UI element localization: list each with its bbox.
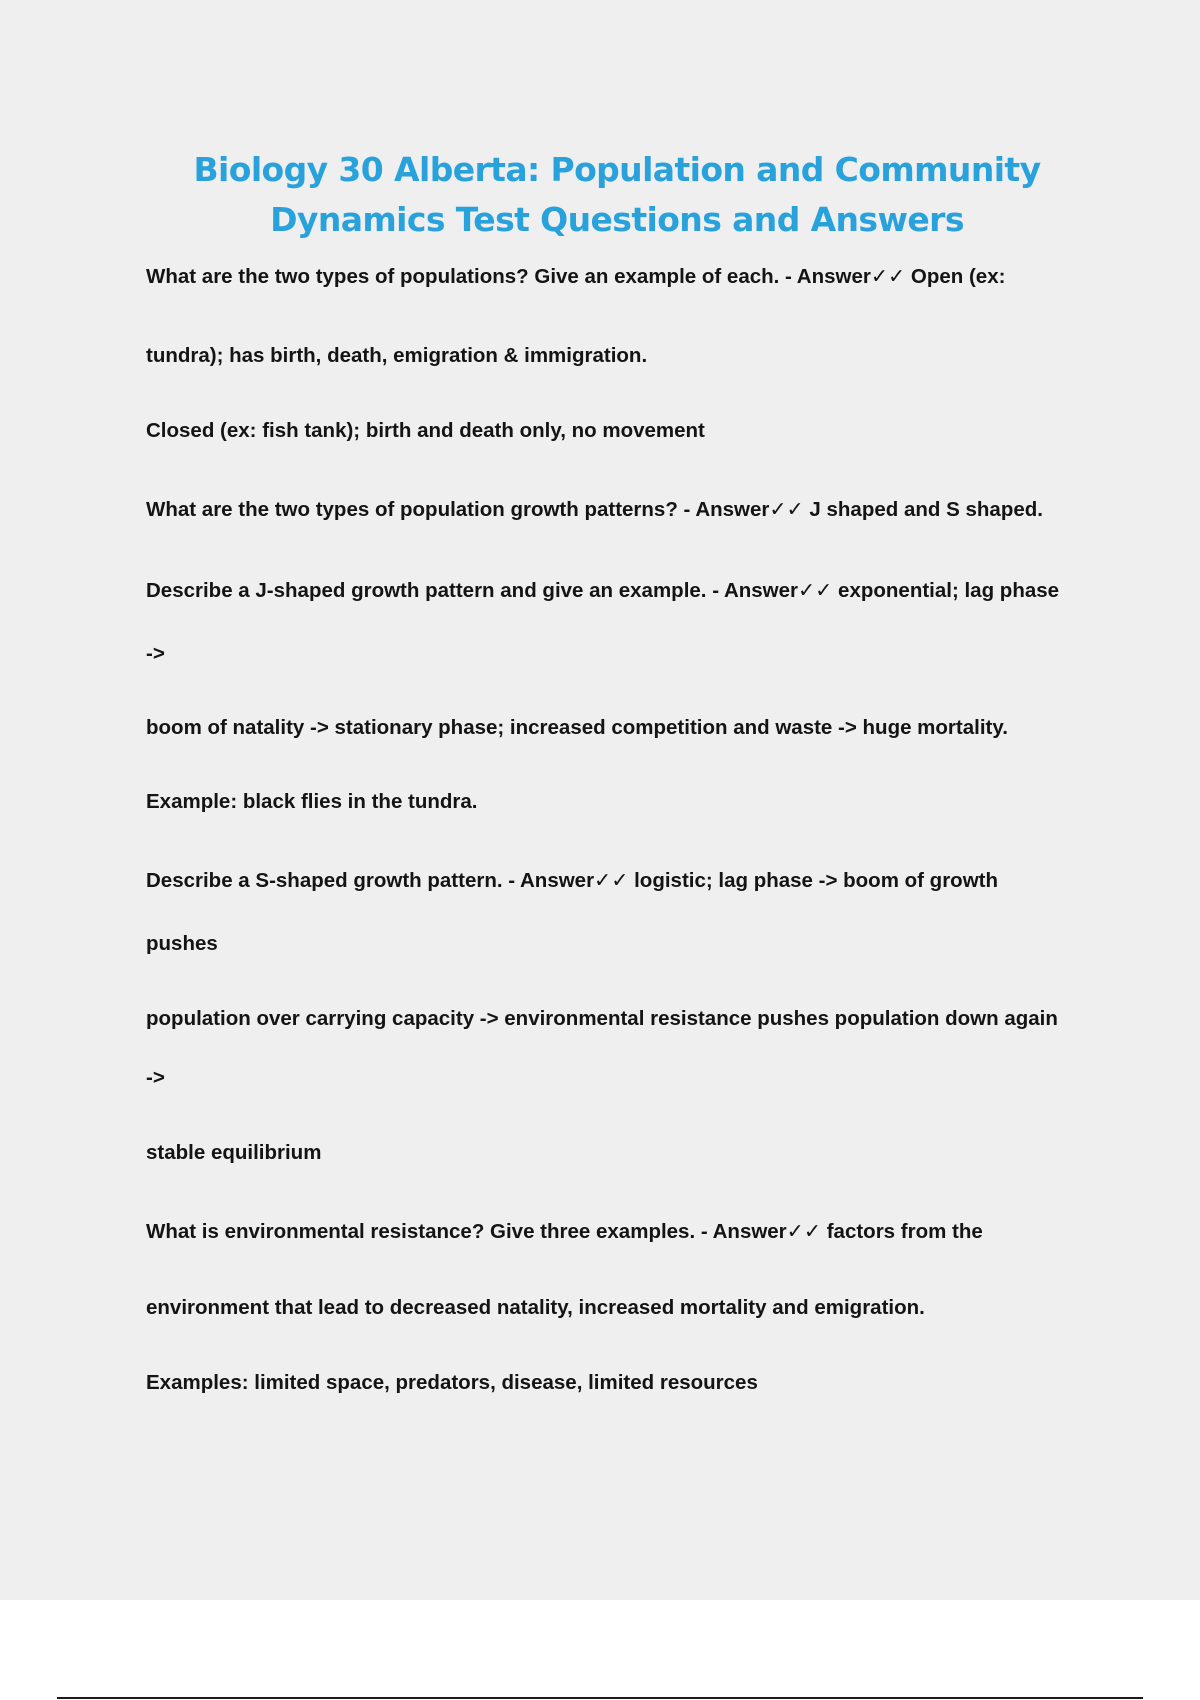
text-line-15: environment that lead to decreased natality, increased mortality and emigration. bbox=[146, 1296, 925, 1319]
text-line-9: Describe a S-shaped growth pattern. - Answer✓✓ logistic; lag phase -> boom of growth bbox=[146, 869, 998, 892]
text-line-13: stable equilibrium bbox=[146, 1141, 322, 1164]
text-line-16: Examples: limited space, predators, disease, limited resources bbox=[146, 1371, 758, 1394]
text-line-11: population over carrying capacity -> environmental resistance pushes population down again bbox=[146, 1007, 1058, 1030]
text-line-3: Closed (ex: fish tank); birth and death only, no movement bbox=[146, 419, 705, 442]
document-title bbox=[0, 145, 1200, 245]
title-line-1: Biology 30 Alberta: Population and Community bbox=[193, 150, 1041, 189]
text-line-14: What is environmental resistance? Give three examples. - Answer✓✓ factors from the bbox=[146, 1220, 983, 1243]
text-line-7: boom of natality -> stationary phase; increased competition and waste -> huge mortality. bbox=[146, 716, 1008, 739]
text-line-1: What are the two types of populations? Give an example of each. - Answer✓✓ Open (ex: bbox=[146, 265, 1006, 288]
text-line-2: tundra); has birth, death, emigration & immigration. bbox=[146, 344, 648, 367]
text-line-5: Describe a J-shaped growth pattern and give an example. - Answer✓✓ exponential; lag phase bbox=[146, 579, 1060, 602]
text-line-12: -> bbox=[146, 1066, 165, 1089]
footer-rule bbox=[57, 1697, 1143, 1699]
title-line-2: Dynamics Test Questions and Answers bbox=[270, 200, 964, 239]
text-line-8: Example: black flies in the tundra. bbox=[146, 790, 478, 813]
text-line-6: -> bbox=[146, 642, 165, 665]
text-line-4: What are the two types of population growth patterns? - Answer✓✓ J shaped and S shaped. bbox=[146, 498, 1043, 521]
text-line-10: pushes bbox=[146, 932, 218, 955]
